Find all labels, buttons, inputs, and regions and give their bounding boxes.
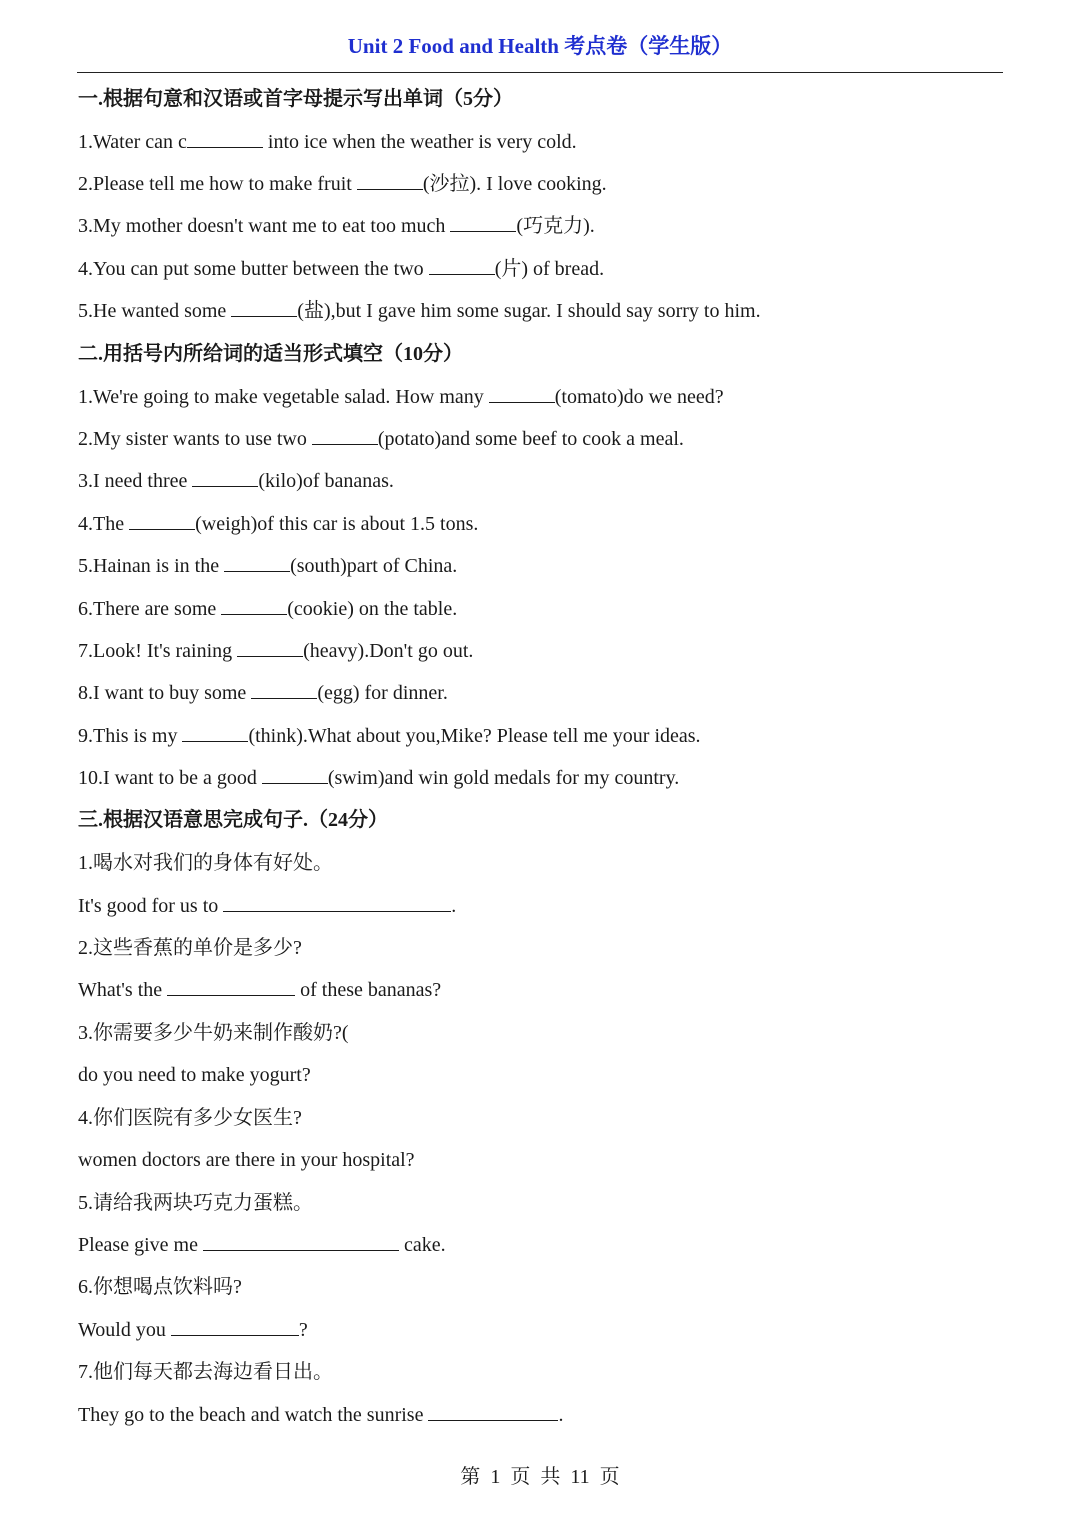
question (78, 426, 684, 452)
answer-blank[interactable] (203, 1232, 399, 1251)
question-text-after: (cookie) on the table. (287, 598, 458, 620)
question (78, 765, 679, 791)
question-text-after: (think).What about you,Mike? Please tell me your ideas. (248, 725, 701, 747)
chinese-prompt: 5.请给我两块巧克力蛋糕。 (78, 1192, 313, 1214)
question-text-before: It's good for us to (78, 895, 224, 917)
question-text-before: 2.Please tell me how to make fruit (78, 173, 357, 195)
question-text-before: Please give me (78, 1234, 203, 1256)
question (78, 171, 607, 197)
question-text-before: 7.Look! It's raining (78, 640, 238, 662)
question-text-before: 2.My sister wants to use two (78, 428, 312, 450)
question-text-after: (heavy).Don't go out. (303, 640, 474, 662)
question-text-after: of these bananas? (295, 979, 442, 1001)
question-text-before: 6.There are some (78, 598, 222, 620)
question-text-before: 4.You can put some butter between the two (78, 258, 429, 280)
question-text-after: (tomato)do we need? (554, 386, 724, 408)
question (78, 256, 604, 282)
question (78, 596, 457, 622)
answer-blank[interactable] (223, 893, 451, 912)
chinese-prompt: 7.他们每天都去海边看日出。 (78, 1361, 333, 1383)
answer-blank[interactable] (262, 765, 328, 784)
answer-blank[interactable] (171, 1317, 299, 1336)
question (78, 298, 761, 324)
header-divider (77, 72, 1003, 73)
question-text-after: . (558, 1404, 564, 1426)
question-text-before: 1.Water can c (78, 131, 187, 153)
question-text-after: (potato)and some beef to cook a meal. (377, 428, 684, 450)
answer-blank[interactable] (129, 511, 195, 530)
answer-blank[interactable] (182, 723, 248, 742)
question-text-after: (巧克力). (516, 215, 595, 237)
question (78, 893, 456, 919)
answer-blank[interactable] (428, 1402, 558, 1421)
question-text-before: 5.Hainan is in the (78, 555, 225, 577)
answer-blank[interactable] (251, 680, 317, 699)
question-text-before: do you need to make yogurt? (78, 1064, 311, 1086)
chinese-prompt: 2.这些香蕉的单价是多少? (78, 937, 302, 959)
question-text-before: 1.We're going to make vegetable salad. How many (78, 386, 489, 408)
question-text-before: 3.I need three (78, 470, 193, 492)
chinese-prompt: 1.喝水对我们的身体有好处。 (78, 852, 333, 874)
question (78, 384, 724, 410)
section3-heading: 三.根据汉语意思完成句子.（24分） (78, 809, 388, 831)
question (78, 1232, 446, 1258)
question-text-after: (south)part of China. (290, 555, 458, 577)
question-text-after: (swim)and win gold medals for my country. (327, 767, 680, 789)
answer-blank[interactable] (231, 298, 297, 317)
question-text-after: cake. (398, 1234, 446, 1256)
answer-blank[interactable] (489, 384, 555, 403)
question-text-before: What's the (78, 979, 168, 1001)
question (78, 511, 478, 537)
section2-heading: 二.用括号内所给词的适当形式填空（10分） (78, 343, 463, 365)
answer-blank[interactable] (312, 426, 378, 445)
question-text-before: 10.I want to be a good (78, 767, 262, 789)
question (78, 638, 473, 664)
chinese-prompt: 6.你想喝点饮料吗? (78, 1276, 242, 1298)
question-text-after: (egg) for dinner. (317, 682, 448, 704)
question-text-after: . (451, 895, 457, 917)
question (78, 1062, 311, 1088)
question-text-after: (片) of bread. (494, 258, 605, 280)
chinese-prompt: 4.你们医院有多少女医生? (78, 1107, 302, 1129)
page-number: 第 1 页 共 11 页 (460, 1466, 620, 1488)
question-text-before: 5.He wanted some (78, 300, 232, 322)
question (78, 1317, 308, 1343)
answer-blank[interactable] (224, 553, 290, 572)
question-text-after: (weigh)of this car is about 1.5 tons. (195, 513, 479, 535)
answer-blank[interactable] (221, 596, 287, 615)
question-text-before: Would you (78, 1319, 171, 1341)
answer-blank[interactable] (167, 977, 295, 996)
answer-blank[interactable] (429, 256, 495, 275)
question (78, 553, 457, 579)
question (78, 723, 701, 749)
question-text-before: women doctors are there in your hospital? (78, 1149, 415, 1171)
question-text-after: (盐),but I gave him some sugar. I should say sorry to him. (297, 300, 761, 322)
question (78, 213, 595, 239)
question-text-before: 8.I want to buy some (78, 682, 252, 704)
answer-blank[interactable] (187, 129, 263, 148)
question (78, 977, 441, 1003)
section1-heading: 一.根据句意和汉语或首字母提示写出单词（5分） (78, 88, 513, 110)
chinese-prompt: 3.你需要多少牛奶来制作酸奶?( (78, 1022, 349, 1044)
question-text-before: 4.The (78, 513, 130, 535)
question (78, 129, 577, 155)
question-text-before: 9.This is my (78, 725, 183, 747)
answer-blank[interactable] (357, 171, 423, 190)
question-text-after: (kilo)of bananas. (258, 470, 394, 492)
answer-blank[interactable] (450, 213, 516, 232)
question-text-after: into ice when the weather is very cold. (262, 131, 577, 153)
question (78, 1147, 415, 1173)
question (78, 1402, 563, 1428)
question (78, 468, 394, 494)
question-text-after: (沙拉). I love cooking. (422, 173, 607, 195)
question-text-before: 3.My mother doesn't want me to eat too much (78, 215, 451, 237)
question-text-before: They go to the beach and watch the sunrise (78, 1404, 429, 1426)
question (78, 680, 448, 706)
question-text-after: ? (298, 1319, 308, 1341)
answer-blank[interactable] (192, 468, 258, 487)
page-title: Unit 2 Food and Health 考点卷（学生版） (347, 34, 733, 58)
answer-blank[interactable] (237, 638, 303, 657)
